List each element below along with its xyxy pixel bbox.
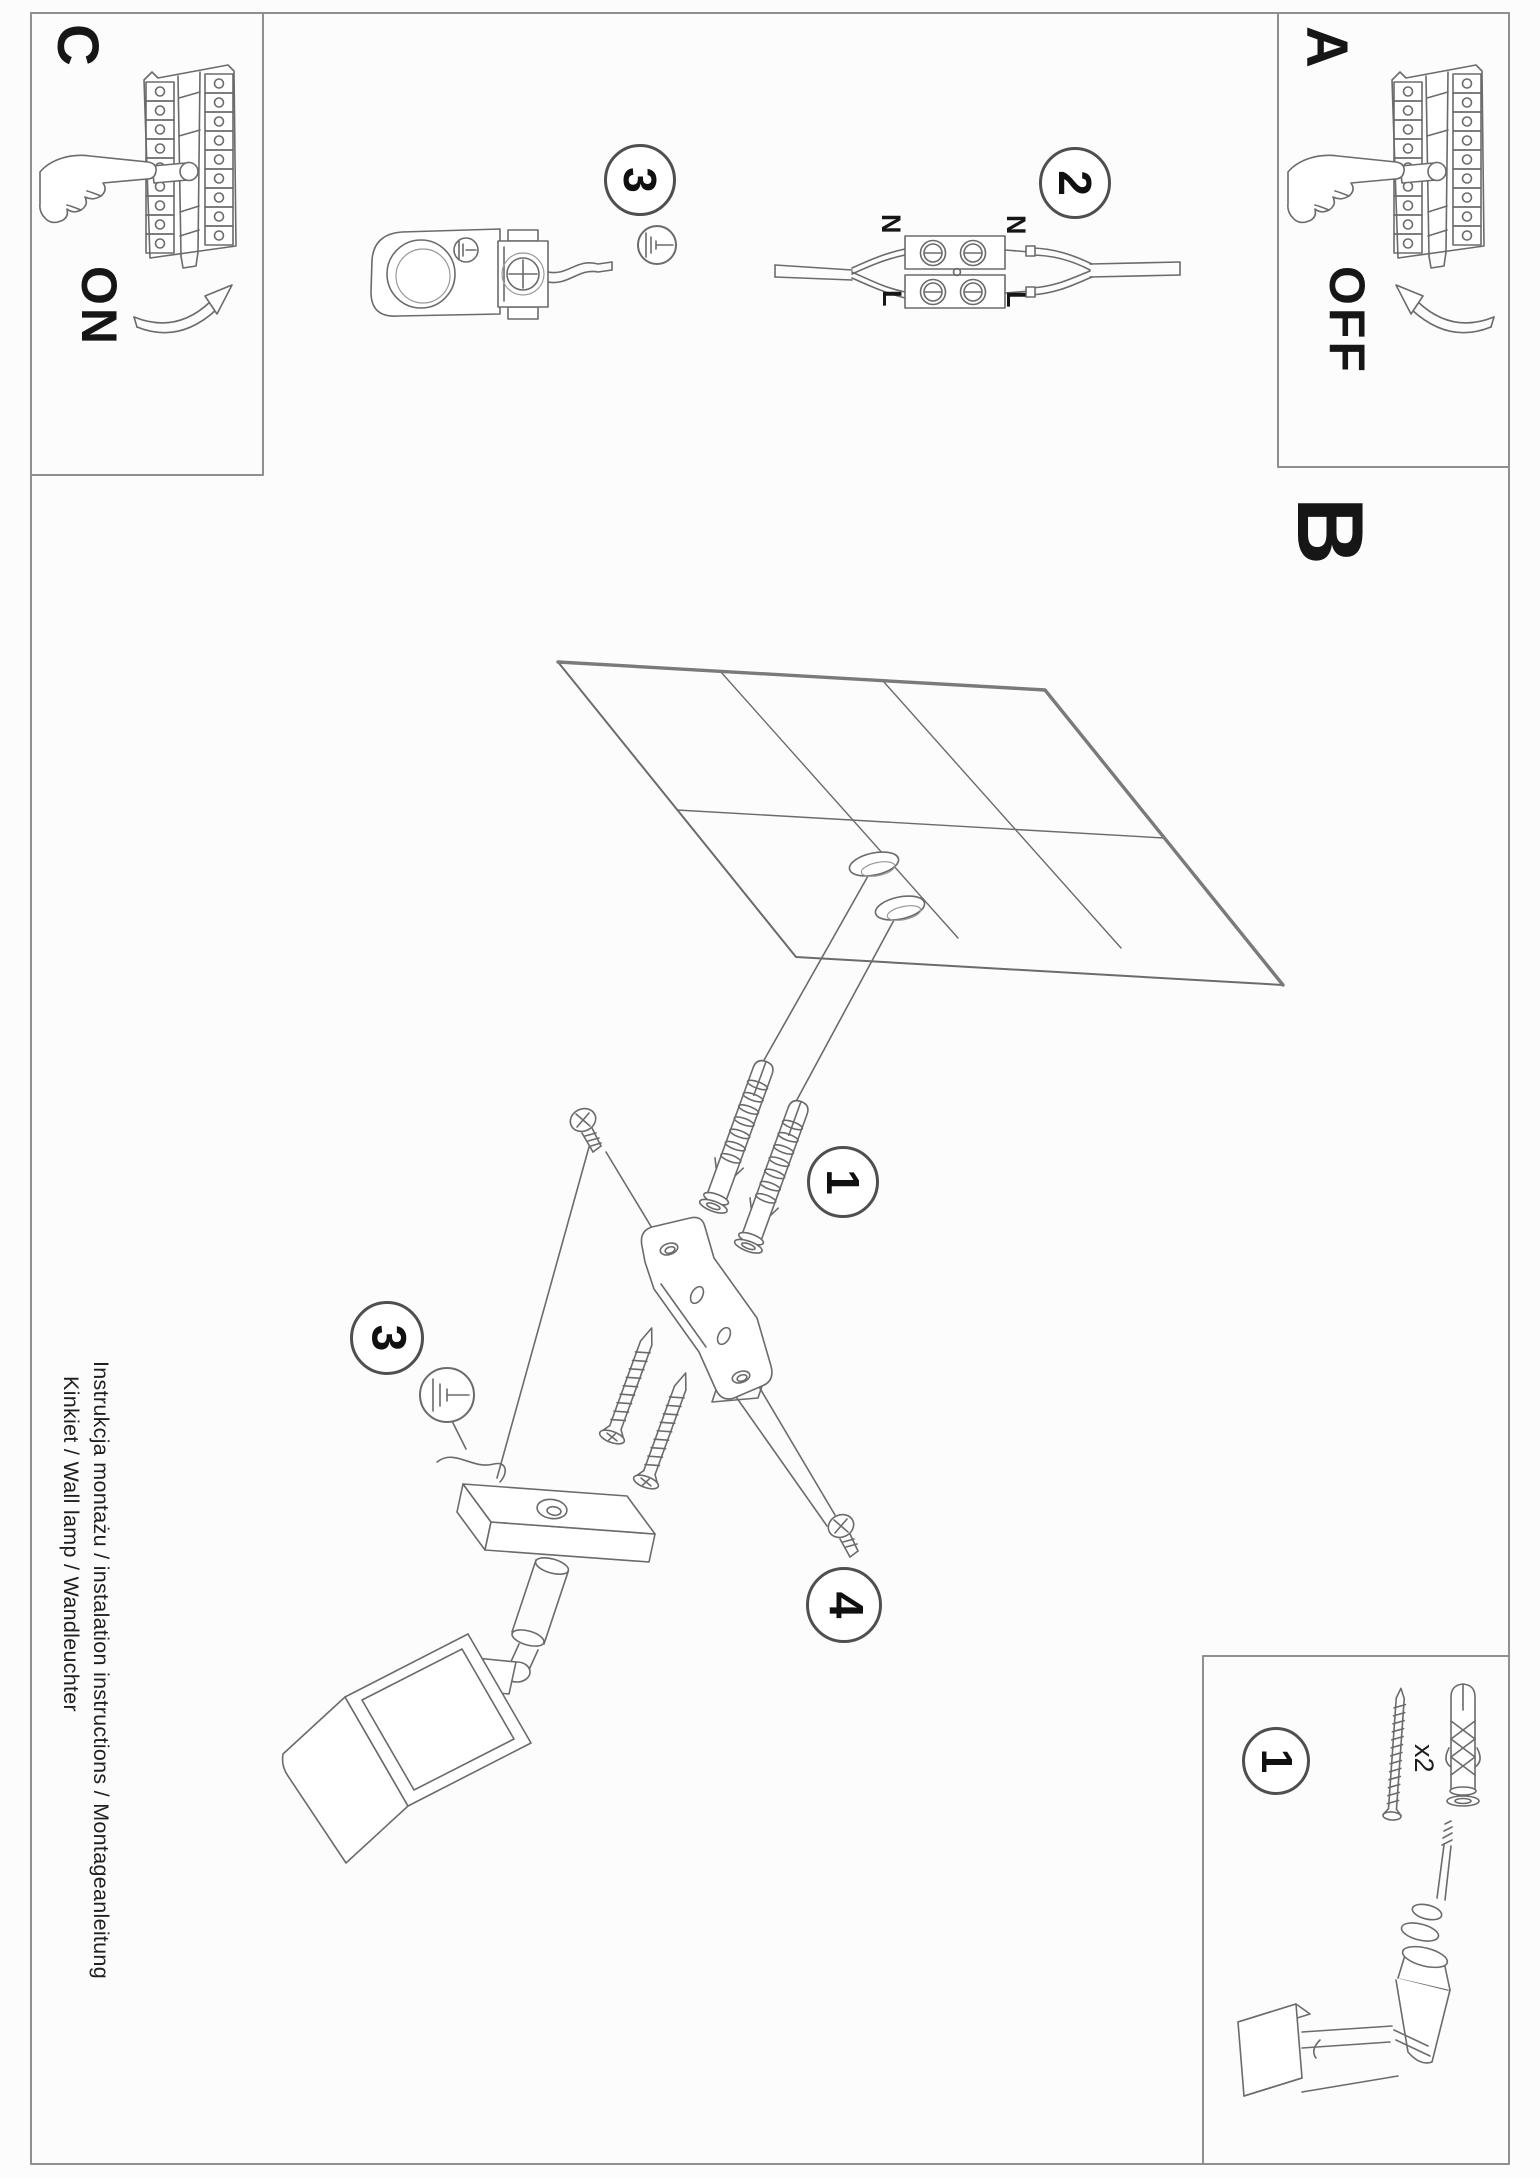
screw-icon [1383,1688,1410,1821]
callout-wiring: 2 [1039,147,1111,219]
ground-symbol-icon [638,226,676,264]
ground-terminal-detail [371,226,676,319]
wall-panel [558,662,1283,985]
section-label-b: B [1278,497,1383,565]
ground-leader [452,1421,466,1449]
fixing-screw-icon [825,1511,858,1557]
callout-wall-anchors: 1 [807,1146,879,1218]
callout-mounting-screw: 4 [806,1567,882,1643]
drill-icon [1238,1821,1452,2096]
ground-wire [437,1457,505,1482]
wall-anchor-icon [698,1056,816,1256]
terminal-label-l-left: L [877,290,907,307]
footer-title-line: Instrukcja montażu / instalation instructions / Montageanleitung [89,1361,113,1979]
mounting-screw-icon [598,1324,698,1492]
fixing-screw-icon [567,1105,601,1152]
state-on-label: ON [71,266,127,347]
section-label-c: C [45,24,110,66]
terminal-label-n-left: N [876,214,906,234]
terminal-label-l-right: L [1001,291,1031,308]
callout-ground-top: 3 [604,144,676,216]
section-label-a: A [1294,26,1359,68]
footer-product-line: Kinkiet / Wall lamp / Wandleuchter [59,1376,83,1713]
wiring-detail [775,236,1180,308]
callout-ground-main: 3 [350,1301,424,1375]
state-off-label: OFF [1319,266,1375,375]
wall-holes [847,848,926,924]
callout-parts: 1 [1242,1727,1310,1795]
terminal-label-n-right: N [1001,215,1031,235]
wall-anchor-icon [1446,1684,1480,1806]
on-arrow-icon [205,285,232,314]
quantity-label: x2 [1409,1744,1439,1773]
lamp-canopy [457,1484,655,1562]
ground-symbol-icon [420,1368,474,1422]
off-arrow-icon [1396,285,1423,314]
exploded-assembly [283,662,1283,1863]
page-border [31,13,1509,2164]
